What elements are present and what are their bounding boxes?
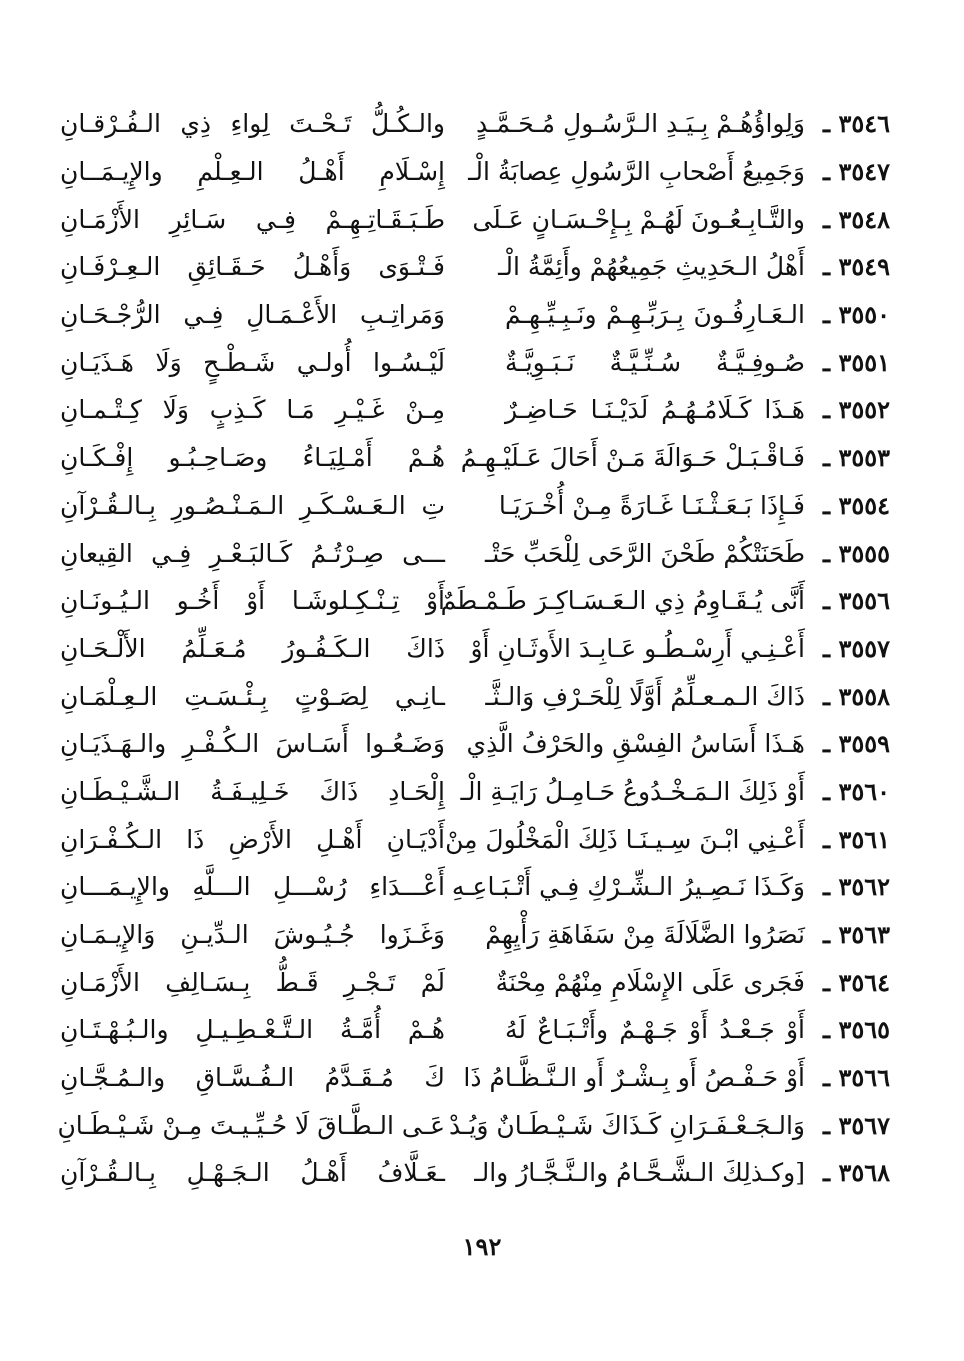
verse-number: ٣٥٦٤ ـ: [823, 967, 890, 997]
second-hemistich: عَـى الـطَّـاقَ لَا حُـيِّـيـتَ مِـنْ شَـيْـطَـانِ: [57, 1110, 445, 1140]
verse-number: ٣٥٥٦ ـ: [823, 586, 890, 616]
verse-number: ٣٥٥٩ ـ: [823, 729, 890, 759]
second-hemistich: أَعْـــدَاءِ رُسْـــلِ الـــلَّهِ والإِيـمَـــانِ: [60, 872, 445, 902]
second-hemistich: وَضَـعُـوا أَسَـاسَ الـكُـفْـرِ والـهَـذَيَـانِ: [60, 729, 445, 759]
second-hemistich: وَمَراتِـبِ الأَعْـمَـالِ فِـي الرُّجْـحَـانِ: [60, 300, 445, 330]
second-hemistich: فَـتْـوَى وَأَهْـلُ حَـقَـائِقِ الـعِـرْفَـانِ: [60, 252, 445, 282]
first-hemistich: وَكَـذَا نَـصِـيرُ الـشِّـرْكِ فِـي أَتْـبَـاعِـهِ: [451, 872, 805, 902]
second-hemistich: وَغَـزَوا جُـيُـوشَ الـدِّيـنِ وَالإِيـمَـانِ: [60, 920, 445, 950]
verse-number: ٣٥٥٥ ـ: [823, 538, 890, 568]
second-hemistich: هُـمْ أُمَّـةُ الـتَّـعْـطِـيـلِ والـبُـهْـتَـانِ: [60, 1015, 445, 1045]
first-hemistich: فَجَرى عَلَى الإِسْلَامِ مِنْهُمْ مِحْنَةٌ: [495, 967, 805, 997]
verse-line: [60, 911, 890, 959]
first-hemistich: والتَّـابِـعُـونَ لَهُـمْ بِـإِحْـسَـانٍ عَـلَى: [472, 204, 805, 234]
verse-number: ٣٥٦٢ ـ: [823, 872, 890, 902]
verse-number: ٣٥٥٠ ـ: [823, 300, 890, 330]
verse-line: [60, 863, 890, 911]
verse-number: ٣٥٦٦ ـ: [823, 1063, 890, 1093]
verse-number: ٣٥٥٢ ـ: [823, 395, 890, 425]
verse-number: ٣٥٥١ ـ: [823, 347, 890, 377]
second-hemistich: لَمْ تَـجْـرِ قَـطُّ بِـسَـالِفِ الأَزْمَـانِ: [60, 967, 445, 997]
second-hemistich: ذَاكَ الـكَـفُـورُ مُـعَـلِّمُ الأَلْـحَـانِ: [60, 633, 445, 663]
second-hemistich: تِ الـعَـسْـكَـرِ الـمَـنْـصُـورِ بِـالـقُـرْآنِ: [60, 490, 445, 520]
first-hemistich: أَوْ حَـفْـصُ أَو بِـشْـرٌ أَو الـنَّـظَّـامُ ذَا: [463, 1063, 805, 1093]
second-hemistich: هُـمْ أَمْـلِيَـاءُ وصَـاحِـبُـو إِفْـكَـانِ: [60, 443, 445, 473]
first-hemistich: أَعْـنِـي أَرِسْـطُـو عَـابِـدَ الأَوثَـانِ أَوْ: [470, 633, 805, 663]
first-hemistich: صُـوفِـيَّـةٌ سُـنِّـيَّـةٌ نَـبَـوِيَّـةٌ: [505, 347, 805, 377]
second-hemistich: إِسْـلَامِ أَهْـلُ الـعِـلْمِ والإِيـمَــانِ: [60, 157, 445, 187]
verse-number: ٣٥٤٦ ـ: [823, 109, 890, 139]
verse-number: ٣٥٦٣ ـ: [823, 920, 890, 950]
verse-line: [60, 529, 890, 577]
first-hemistich: أَهْلُ الـحَدِيثِ جَمِيعُهُمْ وأَئِمَّةُ الْـ: [498, 252, 805, 282]
verse-number: ٣٥٥٣ ـ: [823, 443, 890, 473]
verse-line: [60, 386, 890, 434]
first-hemistich: طَحَنَتْكُمْ طَحْنَ الرَّحَى لِلْحَبِّ حَتْـ: [485, 538, 805, 568]
verse-line: [60, 100, 890, 148]
first-hemistich: وَالـجَـعْـفَـرَانِ كَـذَاكَ شَـيْـطَـانٌ وَيُـدْ: [448, 1110, 805, 1140]
first-hemistich: أَوْ ذَلِكَ الـمَـخْـدُوعُ حَـامِـلُ رَايَـةِ الْـ: [460, 776, 805, 806]
first-hemistich: [وكـذلِكَ الـشَّـحَّـامُ والـنَّـجَّـارُ والـ: [474, 1158, 805, 1188]
second-hemistich: طَـبَـقَـاتِـهِـمْ فِـي سَـائِرِ الأَزْمَـانِ: [60, 204, 445, 234]
verse-line: [60, 1006, 890, 1054]
verse-line: [60, 1149, 890, 1197]
verse-number: ٣٥٦١ ـ: [823, 824, 890, 854]
verse-line: [60, 148, 890, 196]
verse-line: [60, 577, 890, 625]
verse-number: ٣٥٤٩ ـ: [823, 252, 890, 282]
verse-number: ٣٥٥٤ ـ: [823, 490, 890, 520]
verse-number: ٣٥٤٧ ـ: [823, 157, 890, 187]
verse-number: ٣٥٥٨ ـ: [823, 681, 890, 711]
verse-line: [60, 195, 890, 243]
verse-number: ٣٥٤٨ ـ: [823, 204, 890, 234]
first-hemistich: فَـاقْـبَـلْ حَـوَالَةَ مَـنْ أَحَالَ عَـلَيْـهِـمُ: [460, 443, 805, 473]
verse-line: [60, 815, 890, 863]
verse-line: [60, 243, 890, 291]
first-hemistich: هَـذَا أَسَاسُ الفِسْقِ والحَرْفُ الَّذِي: [466, 729, 805, 759]
verse-line: [60, 1054, 890, 1102]
second-hemistich: مِـنْ غَـيْـرِ مَـا كَـذِبٍ وَلَا كِـتْـمـانِ: [60, 395, 445, 425]
verse-line: [60, 434, 890, 482]
verse-line: [60, 672, 890, 720]
first-hemistich: الـعَـارِفُـونَ بِـرَبِّـهِـمْ ونَـبِـيِّـهِـمْ: [505, 300, 805, 330]
first-hemistich: أَنَّى يُـقَـاوِمُ ذِي الـعَـسَـاكِـرَ طَـمْـطَمٌ: [440, 586, 805, 616]
verse-line: [60, 338, 890, 386]
verse-line: [57, 1101, 890, 1149]
verse-line: [60, 482, 890, 530]
verse-number: ٣٥٦٥ ـ: [823, 1015, 890, 1045]
page-number: ١٩٢: [462, 1232, 502, 1261]
verse-line: [60, 958, 890, 1006]
verse-number: ٣٥٦٨ ـ: [823, 1158, 890, 1188]
verse-number: ٣٥٥٧ ـ: [823, 633, 890, 663]
verse-line: [60, 720, 890, 768]
second-hemistich: أَدْيَـانِ أَهْـلِ الأَرْضِ ذَا الـكُـفْـرَانِ: [60, 824, 445, 854]
first-hemistich: أَعْـنِي ابْـنَ سِـيـنَـا ذَلِكَ الْمَخْلُولَ مِنْ: [445, 824, 805, 854]
second-hemistich: ـانِـي لِصَـوْتٍ بِـئْـسَـتِ الـعِـلْمَـانِ: [60, 681, 445, 711]
first-hemistich: نَصَرُوا الضَّلَالَةَ مِنْ سَفَاهَةِ رَأْيِهِمْ: [485, 920, 805, 950]
verse-line: [60, 625, 890, 673]
verse-line: [60, 768, 890, 816]
verse-line: [60, 291, 890, 339]
first-hemistich: وَجَمِيعُ أَصْحابِ الرَّسُولِ عِصابَةُ الْـ: [468, 157, 805, 187]
second-hemistich: إِلْحَـادِ ذَاكَ خَـلِيـفَـةُ الـشَّـيْـطَـانِ: [60, 776, 445, 806]
second-hemistich: والـكُـلُّ تَـحْـتَ لِواءِ ذِي الـفُـرْقـانِ: [60, 109, 445, 139]
first-hemistich: فَـإِذَا بَـعَـثْـنَـا غَـارَةً مِـنْ أُخْـرَيَـا: [498, 490, 805, 520]
verse-number: ٣٥٦٠ ـ: [823, 776, 890, 806]
poem-verses: [57, 100, 890, 1197]
second-hemistich: كَ مُـقَـدَّمُ الـفُـسَّـاقِ والـمُـجَّـانِ: [60, 1063, 445, 1093]
second-hemistich: ـــى صِـرْتُـمُ كَـالبَـعْـرِ فِـي القِيعانِ: [60, 538, 445, 568]
second-hemistich: لَيْـسُـوا أُولـي شَـطْـحٍ وَلَا هَـذَيَـانِ: [60, 347, 445, 377]
first-hemistich: أَوْ جَـعْـدُ أَوْ جَـهْـمٌ وأَتْـبَـاعٌ لَهُ: [505, 1015, 805, 1045]
first-hemistich: هَـذَا كَـلَامُـهُـمُ لَدَيْـنَـا حَـاضِـرٌ: [505, 395, 805, 425]
first-hemistich: وَلِواؤُهُـمْ بِـيَـدِ الـرَّسُـولِ مُـحَـمَّـدٍ: [476, 109, 805, 139]
second-hemistich: ـعَـلَّافُ أَهْـلُ الـجَـهْـلِ بِـالـقُـرْآنِ: [60, 1158, 445, 1188]
first-hemistich: ذَاكَ الـمـعـلِّمُ أَوَّلًا لِلْحَـرْفِ وَالـثَّـ: [485, 681, 805, 711]
verse-number: ٣٥٦٧ ـ: [823, 1110, 890, 1140]
second-hemistich: أَوْ تِـنْـكِـلوشَـا أَوْ أَخُـو الـيُـونَـانِ: [60, 586, 445, 616]
